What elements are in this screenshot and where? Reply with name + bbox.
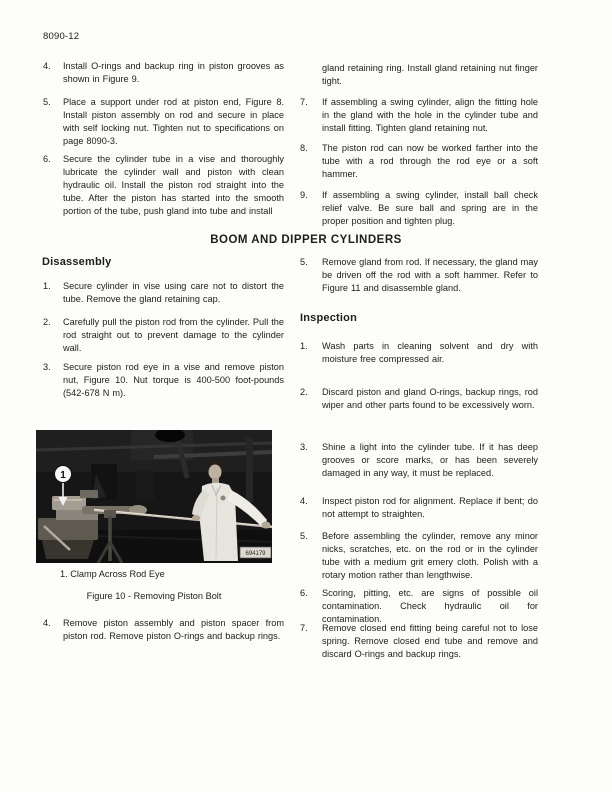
instruction-item bbox=[300, 96, 538, 135]
item-number: 1. bbox=[300, 341, 308, 351]
photo-reference-tag bbox=[240, 547, 271, 558]
instruction-item bbox=[300, 340, 538, 366]
workshop-photo bbox=[36, 430, 272, 563]
item-text: Remove gland from rod. If necessary, the gland may be driven off the rod with a soft hammer. Refer to Figure 11 and disassemble gland. bbox=[322, 257, 538, 293]
instruction-item bbox=[300, 386, 538, 412]
item-text: Discard piston and gland O-rings, backup rings, rod wiper and other parts found to be excessively worn. bbox=[322, 387, 538, 410]
item-text: Before assembling the cylinder, remove any minor nicks, scratches, etc. on the rod or in the cylinder tube with a medium grit emery cloth. Polish with a rotary motion rather than lengthwise. bbox=[322, 531, 538, 580]
instruction-item bbox=[300, 622, 538, 661]
item-text: Carefully pull the piston rod from the cylinder. Pull the rod straight out to prevent damage to the cylinder wall. bbox=[63, 317, 284, 353]
figure-10-photo bbox=[36, 430, 272, 563]
item-number: 4. bbox=[43, 61, 51, 71]
item-number: 1. bbox=[43, 281, 51, 291]
item-text: Secure the cylinder tube in a vise and thoroughly lubricate the cylinder wall and piston with clean hydraulic oil. Install the piston rod straight into the tube. After the piston has started into the smooth portion of the tube, push gland into tube and install bbox=[63, 154, 284, 216]
callout-number: 1 bbox=[60, 469, 66, 481]
item-number: 2. bbox=[43, 317, 51, 327]
instruction-item bbox=[300, 530, 538, 582]
item-number: 4. bbox=[300, 496, 308, 506]
item-text: gland retaining ring. Install gland retaining nut finger tight. bbox=[322, 63, 538, 86]
instruction-item bbox=[43, 361, 284, 400]
instruction-item bbox=[300, 189, 538, 228]
instruction-item bbox=[43, 153, 284, 218]
item-text: Remove piston assembly and piston spacer from piston rod. Remove piston O-rings and backup rings. bbox=[63, 618, 284, 641]
instruction-continuation bbox=[300, 62, 538, 88]
item-text: If assembling a swing cylinder, align the fitting hole in the gland with the hole in the cylinder tube and install fitting. Tighten gland retaining nut. bbox=[322, 97, 538, 133]
item-text: Install O-rings and backup ring in piston grooves as shown in Figure 9. bbox=[63, 61, 284, 84]
item-text: The piston rod can now be worked farther into the tube with a rod through the rod eye or a soft hammer. bbox=[322, 143, 538, 179]
item-number: 9. bbox=[300, 190, 308, 200]
item-text: Shine a light into the cylinder tube. If it has deep grooves or score marks, or has been severely damaged in any way, it must be replaced. bbox=[322, 442, 538, 478]
item-number: 6. bbox=[43, 154, 51, 164]
page-number: 8090-12 bbox=[43, 31, 80, 42]
item-text: Scoring, pitting, etc. are signs of possible oil contamination. Check hydraulic oil for contamination. bbox=[322, 588, 538, 624]
instruction-item bbox=[43, 316, 284, 355]
instruction-item bbox=[43, 617, 284, 643]
item-text: Place a support under rod at piston end, Figure 8. Install piston assembly on rod and secure in place with self locking nut. Tighten nut to specifications on page 8090-3. bbox=[63, 97, 284, 146]
instruction-item bbox=[43, 280, 284, 306]
figure-callout-legend: 1. Clamp Across Rod Eye bbox=[60, 569, 165, 579]
instruction-item bbox=[43, 60, 284, 86]
item-text: Inspect piston rod for alignment. Replace if bent; do not attempt to straighten. bbox=[322, 496, 538, 519]
item-number: 7. bbox=[300, 623, 308, 633]
section-title: BOOM AND DIPPER CYLINDERS bbox=[210, 234, 402, 246]
item-text: Remove closed end fitting being careful not to lose spring. Remove closed end tube and remove and discard O-rings and backup rings. bbox=[322, 623, 538, 659]
inspection-heading: Inspection bbox=[300, 312, 358, 324]
instruction-item bbox=[300, 142, 538, 181]
item-text: Secure piston rod eye in a vise and remove piston nut, Figure 10. Nut torque is 400-500 foot-pounds (542-678 N m). bbox=[63, 362, 284, 398]
item-text: If assembling a swing cylinder, install ball check relief valve. Be sure ball and spring are in the proper position and tighten plug. bbox=[322, 190, 538, 226]
instruction-item bbox=[300, 587, 538, 626]
item-number: 6. bbox=[300, 588, 308, 598]
item-text: Secure cylinder in vise using care not to distort the tube. Remove the gland retaining cap. bbox=[63, 281, 284, 304]
item-number: 5. bbox=[43, 97, 51, 107]
item-number: 5. bbox=[300, 531, 308, 541]
photo-reference-number: 694179 bbox=[245, 551, 266, 558]
item-number: 2. bbox=[300, 387, 308, 397]
instruction-item bbox=[300, 256, 538, 295]
item-number: 7. bbox=[300, 97, 308, 107]
item-number: 3. bbox=[300, 442, 308, 452]
instruction-item bbox=[300, 495, 538, 521]
figure-caption: Figure 10 - Removing Piston Bolt bbox=[86, 591, 222, 601]
item-text: Wash parts in cleaning solvent and dry with moisture free compressed air. bbox=[322, 341, 538, 364]
instruction-item bbox=[300, 441, 538, 480]
item-number: 4. bbox=[43, 618, 51, 628]
item-number: 3. bbox=[43, 362, 51, 372]
disassembly-heading: Disassembly bbox=[42, 256, 112, 268]
item-number: 5. bbox=[300, 257, 308, 267]
instruction-item bbox=[43, 96, 284, 148]
item-number: 8. bbox=[300, 143, 308, 153]
